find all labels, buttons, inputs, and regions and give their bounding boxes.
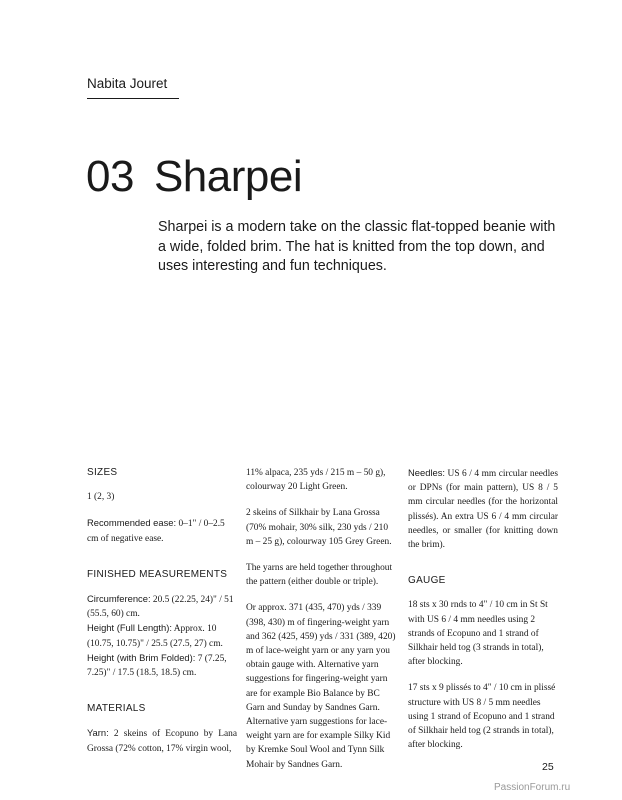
ease-text <box>87 516 237 545</box>
ease-value: 0–1" / 0–2.5 cm of negative ease. <box>87 519 225 544</box>
finished-heading: FINISHED MEASUREMENTS <box>87 568 228 580</box>
silkhair-text: 2 skeins of Silkhair by Lana Grossa (70% mohair, 30% silk, 230 yds / 210 m – 25 g), colourway 105 Grey Green. <box>246 508 392 547</box>
needles-value: US 6 / 4 mm circular needles or DPNs (for main pattern), US 8 / 5 mm circular needles (for the horizontal plissés). An extra US 6 / 4 mm circular needles, or smaller (for knitting down the brim). <box>408 469 558 551</box>
held-together-text: The yarns are held together throughout the pattern (either double or triple). <box>246 563 393 588</box>
gauge-heading: GAUGE <box>408 575 446 587</box>
needles-text <box>408 466 558 552</box>
yarn-value: 2 skeins of Ecopuno by Lana Grossa (72% cotton, 17% virgin wool, <box>87 729 237 754</box>
sizes-value: 1 (2, 3) <box>87 492 115 503</box>
yarn-label: Yarn: <box>87 727 109 739</box>
materials-heading: MATERIALS <box>87 703 146 715</box>
sizes-heading: SIZES <box>87 467 118 478</box>
watermark: PassionForum.ru <box>494 782 571 793</box>
gauge-plisse: 17 sts x 9 plissés to 4" / 10 cm in plissé structure with US 8 / 5 mm needles using 1 strand of Ecopuno and 1 strand of Silkhair held tog (2 strands in total), after blocking. <box>408 683 556 751</box>
height-label: Height (Full Length): <box>87 622 172 634</box>
yarn-continued: 11% alpaca, 235 yds / 215 m – 50 g), colourway 20 Light Green. <box>246 468 386 493</box>
column-2 <box>246 466 396 784</box>
column-3 <box>408 466 558 764</box>
author-underline <box>87 98 179 99</box>
page-number: 25 <box>542 761 554 773</box>
brim-value: 7 (7.25, 7.25)" / 17.5 (18.5, 18.5) cm. <box>87 653 227 679</box>
circumference-label: Circumference: <box>87 593 151 605</box>
needles-label: Needles: <box>408 467 446 478</box>
intro-paragraph: Sharpei is a modern take on the classic flat-topped beanie with a wide, folded brim. The hat is knitted from the top down, and uses interesting and fun techniques. <box>158 219 556 274</box>
pattern-name: Sharpei <box>153 152 303 201</box>
gauge-st-st: 18 sts x 30 rnds to 4" / 10 cm in St St with US 6 / 4 mm needles using 2 strands of Ecopuno and 1 strand of Silkhair held tog (3 strands in total), after blocking. <box>408 600 548 668</box>
height-value: Approx. 10 (10.75, 10.75)" / 25.5 (27.5, 27) cm. <box>87 624 223 649</box>
alternative-yarn-text: Or approx. 371 (435, 470) yds / 339 (398, 430) m of fingering-weight yarn and 362 (425, 459) yds / 331 (389, 420) m of lace-weight yarn or any yarn you obtain gauge with. Alternative yarn suggestions for fingering-weight yarn are for example Bio Balance by BC Garn and Sunday by Sandnes Garn. Alternative yarn suggestions for lace-weight yarn are for example Silky Kid by Kremke Soul Wool and Tynn Silk Mohair by Sandnes Garn. <box>246 603 396 770</box>
brim-text <box>87 651 237 680</box>
ease-label: Recommended ease: <box>87 517 177 529</box>
yarn-text <box>87 726 237 755</box>
circumference-value: 20.5 (22.25, 24)" / 51 (55.5, 60) cm. <box>87 595 234 620</box>
column-1 <box>87 466 237 768</box>
author-name: Nabita Jouret <box>87 76 168 91</box>
circumference-text <box>87 592 237 621</box>
pattern-title <box>86 152 302 202</box>
pattern-number: 03 <box>86 152 134 201</box>
brim-label: Height (with Brim Folded): <box>87 651 196 663</box>
height-text <box>87 621 237 650</box>
